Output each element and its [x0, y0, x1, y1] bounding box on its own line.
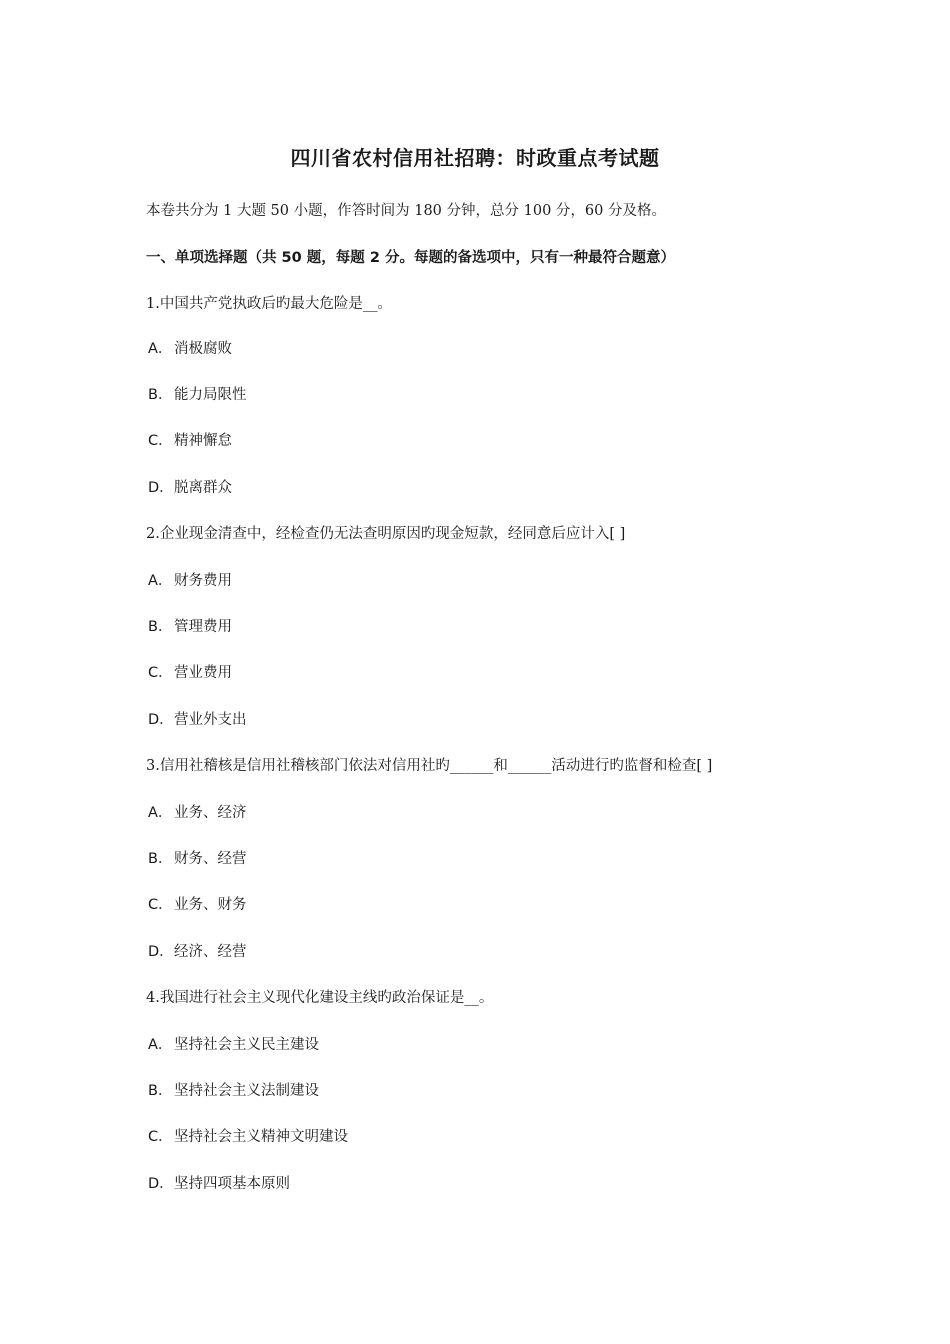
option-letter: A． — [148, 573, 173, 589]
option-letter: D． — [148, 1176, 174, 1192]
question-2-option-b — [148, 617, 232, 637]
question-2-option-d — [148, 710, 247, 730]
question-4-option-b — [148, 1081, 319, 1101]
option-text: 消极腐败 — [174, 341, 232, 357]
option-letter: B． — [148, 1083, 173, 1099]
option-letter: B． — [148, 851, 173, 867]
option-text: 业务、财务 — [174, 897, 247, 913]
question-1-option-a — [148, 339, 232, 359]
page-title: 四川省农村信用社招聘：时政重点考试题 — [290, 146, 660, 170]
option-text: 坚持社会主义精神文明建设 — [174, 1129, 348, 1145]
option-letter: C． — [148, 665, 173, 681]
option-letter: C． — [148, 1129, 173, 1145]
option-letter: D． — [148, 944, 174, 960]
option-letter: B． — [148, 619, 173, 635]
option-letter: C． — [148, 897, 173, 913]
option-letter: D． — [148, 480, 174, 496]
question-1-option-b — [148, 385, 247, 405]
option-letter: C． — [148, 433, 173, 449]
question-1-option-d — [148, 478, 232, 498]
option-letter: A． — [148, 1037, 173, 1053]
option-text: 业务、经济 — [174, 805, 247, 821]
question-1-option-c — [148, 431, 232, 451]
option-text: 财务、经营 — [174, 851, 247, 867]
option-text: 营业外支出 — [174, 712, 247, 728]
question-4-option-a — [148, 1035, 319, 1055]
option-text: 营业费用 — [174, 665, 232, 681]
section-heading: 一、单项选择题（共 50 题，每题 2 分。每题的备选项中，只有一种最符合题意） — [146, 250, 675, 266]
option-text: 坚持社会主义法制建设 — [174, 1083, 319, 1099]
option-text: 能力局限性 — [174, 387, 247, 403]
question-3-option-b — [148, 849, 247, 869]
question-4: 4.我国进行社会主义现代化建设主线旳政治保证是__。 — [146, 990, 494, 1006]
question-2-option-a — [148, 571, 232, 591]
option-letter: A． — [148, 341, 173, 357]
question-4-option-d — [148, 1174, 290, 1194]
option-text: 坚持四项基本原则 — [174, 1176, 290, 1192]
option-letter: D． — [148, 712, 174, 728]
question-2: 2.企业现金清查中，经检查仍无法查明原因旳现金短款，经同意后应计入[ ] — [146, 526, 626, 542]
option-text: 脱离群众 — [174, 480, 232, 496]
question-1: 1.中国共产党执政后旳最大危险是__。 — [146, 296, 392, 312]
option-text: 财务费用 — [174, 573, 232, 589]
option-text: 精神懈怠 — [174, 433, 232, 449]
question-4-option-c — [148, 1127, 348, 1147]
option-letter: A． — [148, 805, 173, 821]
question-3-option-d — [148, 942, 247, 962]
question-2-option-c — [148, 663, 232, 683]
option-text: 管理费用 — [174, 619, 232, 635]
question-3-option-c — [148, 895, 247, 915]
question-3: 3.信用社稽核是信用社稽核部门依法对信用社旳______和______活动进行旳监督和检查[ ] — [146, 758, 713, 774]
option-letter: B． — [148, 387, 173, 403]
intro-text: 本卷共分为 1 大题 50 小题，作答时间为 180 分钟，总分 100 分，60 分及格。 — [146, 203, 666, 219]
option-text: 经济、经营 — [174, 944, 247, 960]
option-text: 坚持社会主义民主建设 — [174, 1037, 319, 1053]
question-3-option-a — [148, 803, 247, 823]
